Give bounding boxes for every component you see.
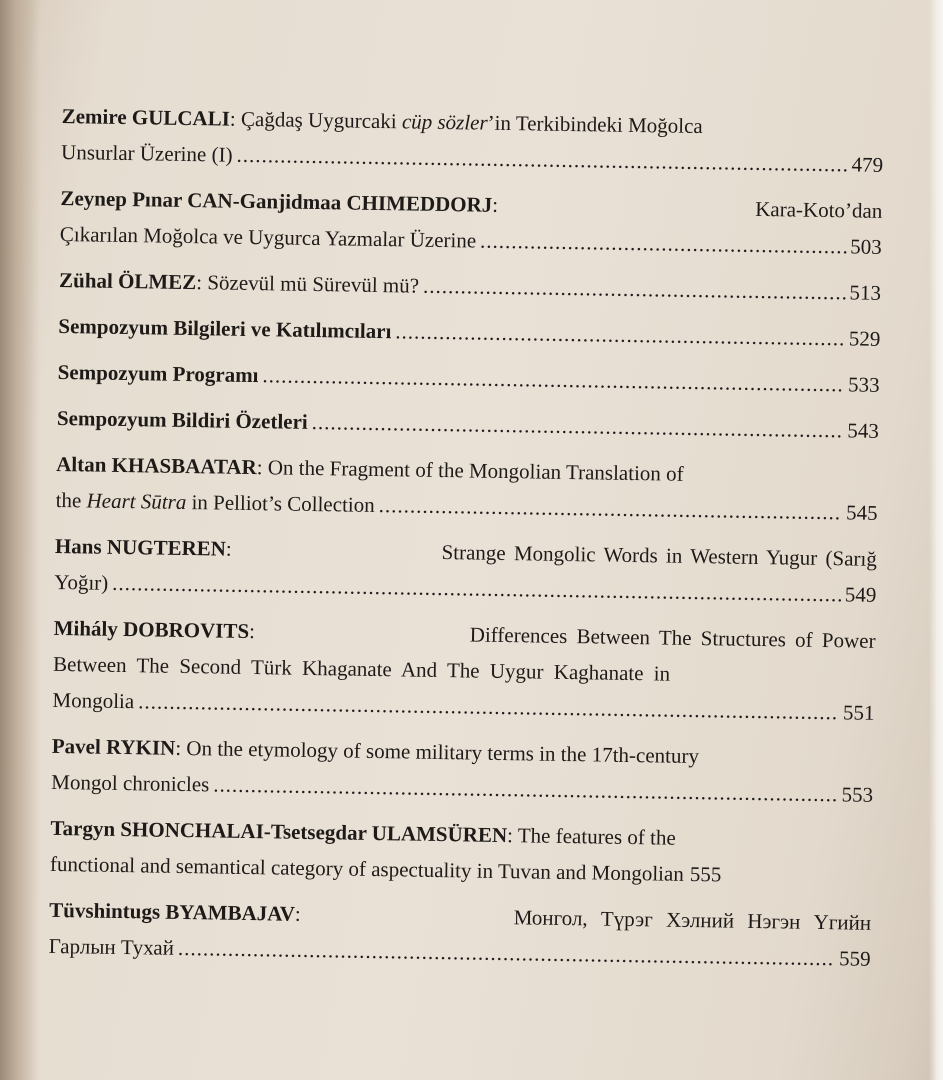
toc-entry-last-line — [59, 262, 881, 311]
entry-title: functional and semantical category of aspectuality in Tuvan and Mongolian — [49, 851, 685, 886]
entry-author: Mihály DOBROVITS — [53, 615, 250, 644]
author-separator: : — [229, 106, 242, 131]
page-number: 559 — [838, 946, 871, 971]
table-of-contents — [48, 98, 884, 987]
entry-title: Yoğır) — [54, 569, 109, 595]
entry-title: ’in Terkibindeki Moğolca — [487, 110, 703, 139]
page-number: 513 — [849, 280, 882, 305]
entry-title-italic: Heart Sūtra — [86, 488, 187, 515]
entry-author: Zemire GULCALI — [61, 103, 231, 131]
entry-title: Differences Between The Structures of Power — [469, 622, 876, 653]
page-gutter-shadow — [0, 0, 40, 1080]
toc-entry — [51, 728, 874, 813]
entry-title: Монгол, Түрэг Хэлний Нэгэн Үгийн — [513, 905, 872, 935]
entry-author: Pavel RYKIN — [51, 733, 176, 760]
entry-author: Altan KHASBAATAR — [56, 451, 257, 480]
dot-leader — [480, 223, 847, 265]
author-separator: : — [248, 619, 256, 644]
author-separator: : — [225, 536, 232, 561]
entry-title: Strange Mongolic Words in Western Yugur (Sarığ — [441, 540, 878, 571]
entry-title: The features of the — [517, 823, 677, 850]
page-number: 549 — [844, 582, 877, 607]
entry-title: Unsurlar Üzerine (I) — [60, 139, 233, 167]
entry-title: in Pelliot’s Collection — [186, 490, 375, 517]
entry-author: Hans NUGTEREN — [54, 533, 227, 561]
author-separator: : — [175, 735, 187, 761]
dot-leader — [423, 268, 846, 311]
entry-title: Mongol chronicles — [51, 769, 210, 797]
page-number: 543 — [847, 418, 880, 443]
entry-title: Çıkarılan Moğolca ve Uygurca Yazmalar Üzerine — [59, 221, 477, 253]
author-separator: : — [294, 901, 301, 926]
page-number: 545 — [845, 500, 878, 525]
entry-title: Mongolia — [52, 687, 135, 714]
entry-title-italic: cüp sözler — [401, 109, 488, 135]
page-number: 503 — [850, 234, 882, 259]
entry-author: Targyn SHONCHALAI-Tsetsegdar ULAMSÜREN — [50, 815, 508, 848]
page-number: 553 — [841, 782, 874, 807]
dot-leader — [395, 313, 845, 356]
toc-entry — [61, 98, 884, 183]
author-separator: : — [196, 270, 208, 295]
toc-entry — [48, 892, 871, 977]
dot-leader — [378, 487, 842, 530]
section-heading: Sempozyum Bilgileri ve Katılımcıları — [58, 313, 392, 344]
toc-entry — [50, 810, 873, 895]
dot-leader — [262, 357, 844, 402]
dot-leader — [311, 404, 843, 448]
page-number: 551 — [842, 700, 875, 725]
entry-title: On the Fragment of the Mongolian Translation of — [267, 455, 684, 486]
toc-entry — [59, 262, 881, 311]
author-separator: : — [506, 823, 519, 848]
section-heading: Sempozyum Bildiri Özetleri — [56, 405, 308, 434]
toc-entry-last-line — [58, 308, 880, 357]
entry-title: Kara-Koto’dan — [755, 196, 883, 223]
toc-entry — [55, 446, 878, 531]
author-separator: : — [492, 192, 499, 217]
toc-entry — [54, 528, 877, 613]
entry-title: Between The Second Türk Khaganate And The Uygur Kaghanate in — [52, 651, 671, 686]
page-number: 555 — [689, 861, 722, 887]
toc-entry — [57, 354, 879, 403]
entry-title: Çağdaş Uygurcaki — [240, 106, 403, 134]
entry-title: Sözevül mü Sürevül mü? — [207, 270, 420, 298]
toc-entry-last-line — [57, 400, 879, 449]
entry-author: Tüvshintugs BYAMBAJAV — [49, 897, 296, 926]
entry-title: On the etymology of some military terms in the 17th-century — [186, 736, 700, 769]
entry-author: Zeynep Pınar CAN-Ganjidmaa CHIMEDDORJ — [60, 185, 493, 217]
entry-title: the — [55, 487, 87, 513]
entry-title: Гарлын Тухай — [48, 933, 175, 960]
toc-entry — [58, 308, 880, 357]
page-edge — [929, 0, 943, 1080]
toc-entry — [52, 610, 876, 731]
page-number: 529 — [848, 326, 881, 351]
toc-entry — [60, 180, 883, 265]
toc-entry-last-line — [57, 354, 879, 403]
page-number: 533 — [847, 372, 880, 397]
page-number: 479 — [851, 152, 884, 177]
author-separator: : — [256, 455, 269, 480]
entry-author: Zühal ÖLMEZ — [58, 267, 197, 295]
section-heading: Sempozyum Programı — [57, 359, 259, 388]
toc-entry — [57, 400, 879, 449]
